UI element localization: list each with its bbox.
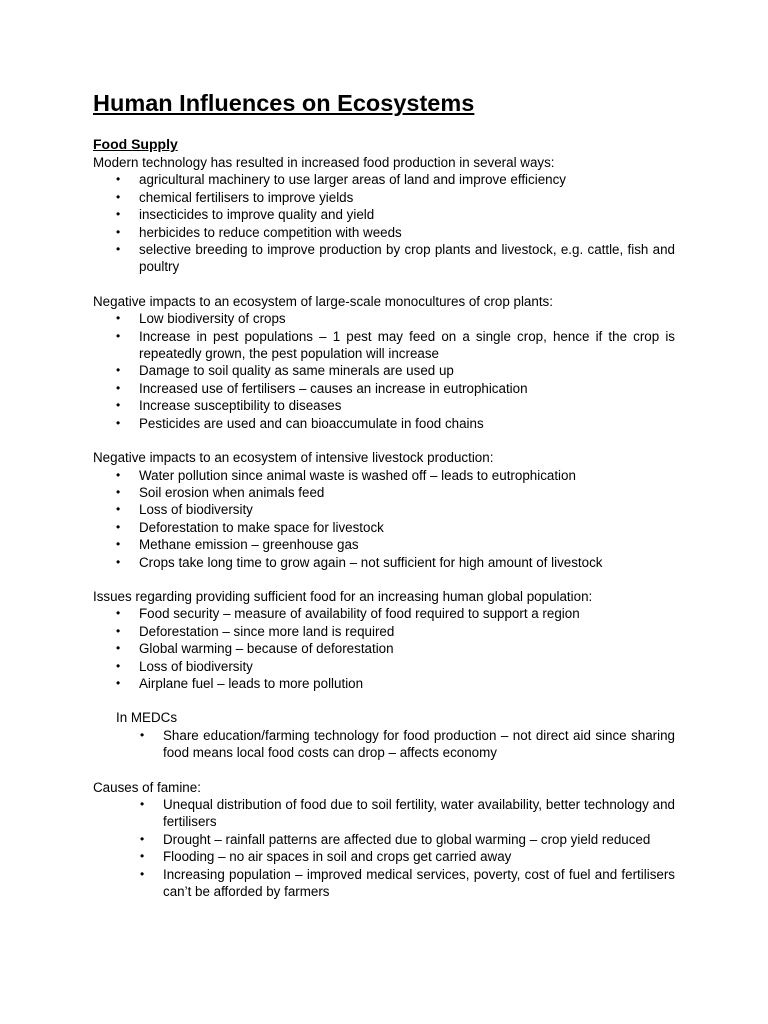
bullet-icon: • (140, 831, 145, 846)
global-population-intro: Issues regarding providing sufficient food for an increasing human global population: (93, 588, 593, 604)
list-item (93, 415, 675, 432)
global-population-list (93, 605, 675, 692)
list-item (93, 467, 675, 484)
list-item-text: Increase susceptibility to diseases (139, 398, 342, 414)
list-item-text: Deforestation – since more land is required (139, 623, 395, 639)
list-item (93, 519, 675, 536)
list-item-text: Methane emission – greenhouse gas (139, 537, 359, 553)
list-item-text: Water pollution since animal waste is washed off – leads to eutrophication (139, 467, 576, 483)
list-item-text: Low biodiversity of crops (139, 311, 286, 327)
bullet-icon: • (116, 311, 121, 326)
bullet-icon: • (116, 658, 121, 673)
list-item-text: Food security – measure of availability of food required to support a region (139, 606, 580, 622)
list-item (93, 848, 675, 865)
food-supply-intro: Modern technology has resulted in increased food production in several ways: (93, 155, 555, 170)
list-item-text: Loss of biodiversity (139, 502, 253, 518)
list-item-text: Airplane fuel – leads to more pollution (139, 675, 364, 691)
bullet-icon: • (116, 207, 121, 222)
list-item (93, 658, 675, 675)
list-item-text: insecticides to improve quality and yield (139, 207, 375, 223)
list-item-text: Loss of biodiversity (139, 658, 253, 674)
bullet-icon: • (116, 380, 121, 395)
list-item-text: Crops take long time to grow again – not sufficient for high amount of livestock (139, 554, 603, 570)
bullet-icon: • (140, 866, 145, 881)
list-item (93, 362, 675, 379)
monoculture-intro: Negative impacts to an ecosystem of large-scale monocultures of crop plants: (93, 293, 553, 309)
list-item (93, 623, 675, 640)
bullet-icon: • (116, 623, 121, 638)
list-item (93, 328, 675, 363)
list-item-text: herbicides to reduce competition with weeds (139, 224, 402, 240)
list-item-text: Increase in pest populations – 1 pest may feed on a single crop, hence if the crop is repeatedly grown, the pest population will increase (139, 328, 675, 362)
famine-intro: Causes of famine: (93, 779, 201, 795)
bullet-icon: • (140, 849, 145, 864)
list-item-text: Increasing population – improved medical services, poverty, cost of fuel and fertilisers can’t be afforded by farmers (163, 866, 675, 900)
list-item-text: Flooding – no air spaces in soil and crops get carried away (163, 849, 512, 865)
list-item-text: Drought – rainfall patterns are affected due to global warming – crop yield reduced (163, 831, 651, 847)
list-item-text: Soil erosion when animals feed (139, 484, 325, 500)
list-item (93, 831, 675, 848)
list-item (93, 484, 675, 501)
bullet-icon: • (140, 727, 145, 742)
livestock-list (93, 467, 675, 571)
list-item (93, 640, 675, 657)
list-item-text: Share education/farming technology for food production – not direct aid since sharing food means local food costs can drop – affects economy (163, 727, 675, 761)
list-item (93, 310, 675, 327)
food-supply-list (93, 171, 675, 275)
list-item (93, 380, 675, 397)
bullet-icon: • (116, 415, 121, 430)
list-item (93, 171, 675, 188)
bullet-icon: • (116, 242, 121, 257)
list-item (93, 501, 675, 518)
bullet-icon: • (116, 537, 121, 552)
livestock-intro: Negative impacts to an ecosystem of intensive livestock production: (93, 450, 494, 466)
list-item-text: Unequal distribution of food due to soil fertility, water availability, better technology and fertilisers (163, 797, 675, 830)
famine-list (93, 796, 675, 900)
list-item (93, 675, 675, 692)
monoculture-list (93, 310, 675, 432)
bullet-icon: • (116, 675, 121, 690)
list-item-text: agricultural machinery to use larger areas of land and improve efficiency (139, 172, 566, 188)
list-item (93, 241, 675, 276)
list-item (93, 189, 675, 206)
list-item (93, 206, 675, 223)
bullet-icon: • (116, 224, 121, 239)
bullet-icon: • (116, 606, 121, 621)
list-item (93, 536, 675, 553)
list-item-text: Damage to soil quality as same minerals are used up (139, 363, 454, 379)
bullet-icon: • (116, 467, 121, 482)
bullet-icon: • (116, 363, 121, 378)
bullet-icon: • (116, 172, 121, 187)
list-item (93, 224, 675, 241)
list-item (93, 866, 675, 901)
list-item-text: selective breeding to improve production by crop plants and livestock, e.g. cattle, fish and poultry (139, 242, 675, 275)
list-item-text: Increased use of fertilisers – causes an increase in eutrophication (139, 380, 528, 396)
bullet-icon: • (116, 189, 121, 204)
section-heading-food-supply: Food Supply (93, 136, 178, 152)
list-item (93, 554, 675, 571)
bullet-icon: • (116, 328, 121, 343)
medcs-list (93, 727, 675, 762)
bullet-icon: • (116, 641, 121, 656)
medcs-heading: In MEDCs (116, 710, 178, 726)
list-item-text: Deforestation to make space for livestock (139, 519, 384, 535)
bullet-icon: • (140, 797, 145, 811)
document-body (93, 88, 675, 900)
list-item (93, 727, 675, 762)
bullet-icon: • (116, 398, 121, 413)
list-item-text: Global warming – because of deforestation (139, 641, 394, 657)
list-item-text: Pesticides are used and can bioaccumulate in food chains (139, 415, 484, 431)
list-item (93, 605, 675, 622)
bullet-icon: • (116, 484, 121, 499)
bullet-icon: • (116, 554, 121, 569)
list-item (93, 397, 675, 414)
page-title: Human Influences on Ecosystems (93, 90, 475, 116)
bullet-icon: • (116, 519, 121, 534)
list-item (93, 796, 675, 831)
bullet-icon: • (116, 502, 121, 517)
list-item-text: chemical fertilisers to improve yields (139, 189, 354, 205)
